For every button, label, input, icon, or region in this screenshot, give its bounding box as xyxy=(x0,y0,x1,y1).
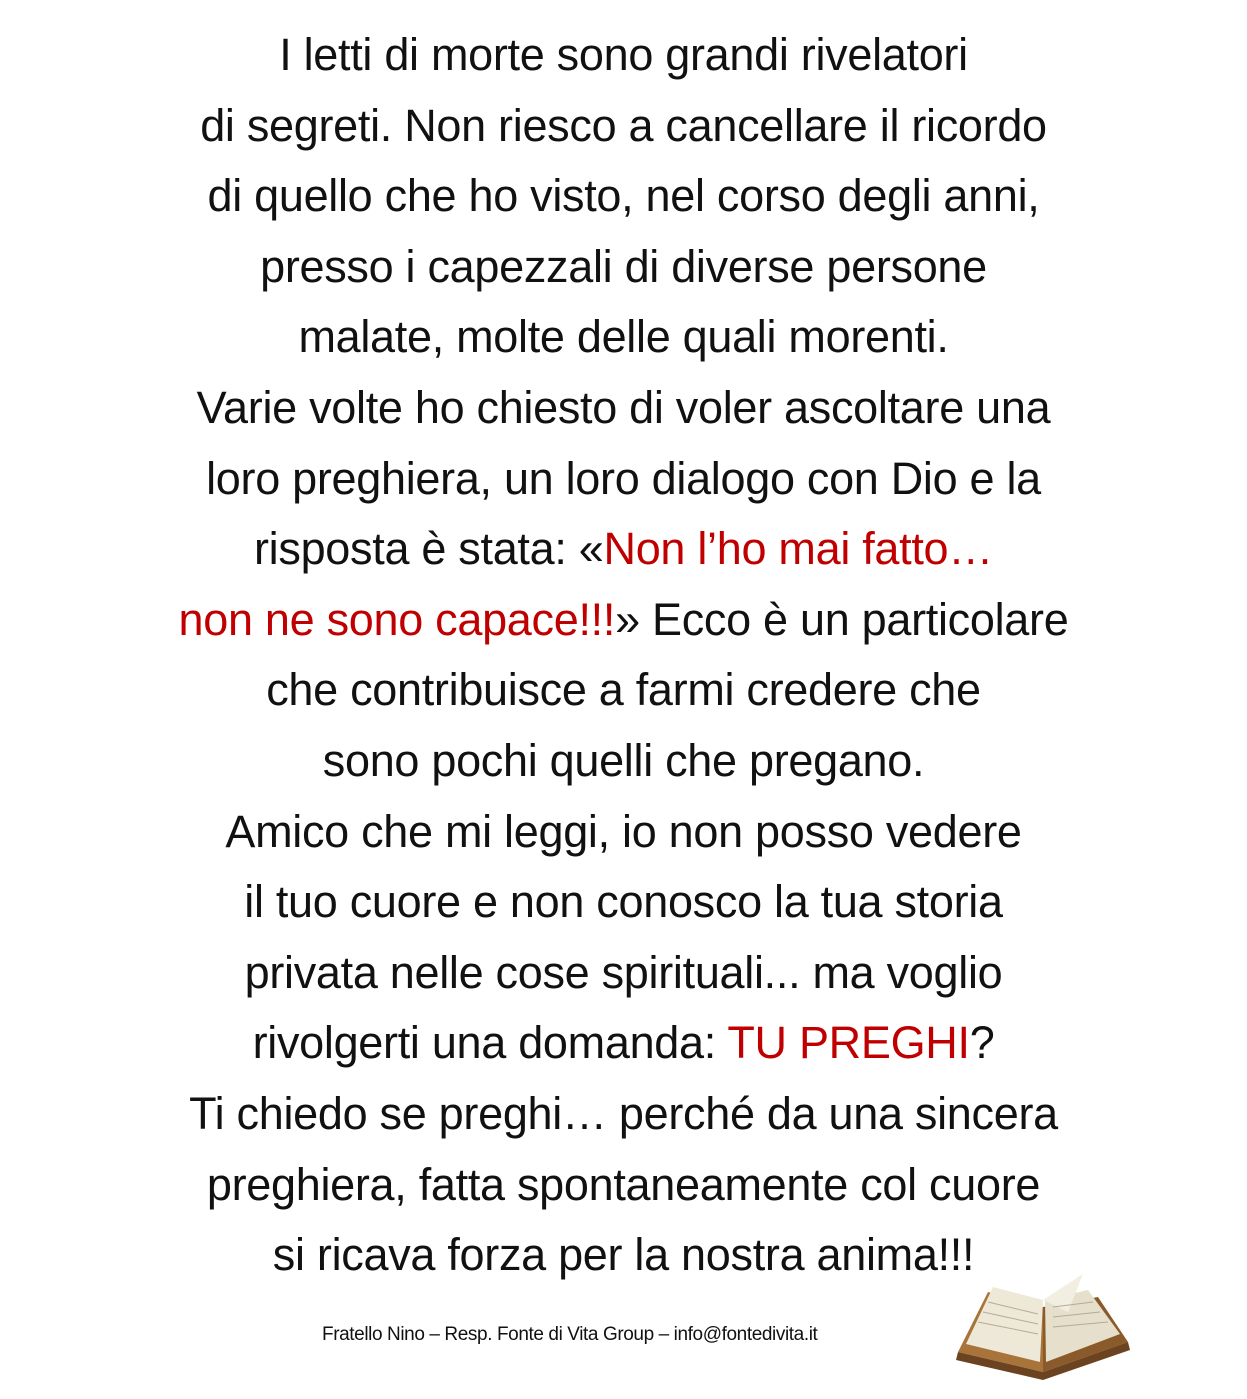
text-line xyxy=(0,797,1247,868)
text-line xyxy=(0,867,1247,938)
text-line xyxy=(0,302,1247,373)
text-line xyxy=(0,726,1247,797)
text-segment: loro preghiera, un loro dialogo con Dio e la xyxy=(206,452,1041,504)
text-line xyxy=(0,91,1247,162)
text-line xyxy=(0,232,1247,303)
body-text xyxy=(0,20,1247,1291)
text-segment: che contribuisce a farmi credere che xyxy=(266,664,981,716)
text-line xyxy=(0,1150,1247,1221)
text-segment: I letti di morte sono grandi rivelatori xyxy=(279,29,968,80)
text-segment: risposta è stata: « xyxy=(254,523,604,575)
text-line xyxy=(0,161,1247,232)
text-segment: si ricava forza per la nostra anima!!! xyxy=(272,1229,975,1281)
text-segment: Ti chiedo se preghi… perché da una sincera xyxy=(189,1087,1058,1139)
text-line xyxy=(0,444,1247,515)
text-segment: preghiera, fatta spontaneamente col cuore xyxy=(206,1158,1041,1210)
text-segment: il tuo cuore e non conosco la tua storia xyxy=(244,876,1003,928)
text-segment: ? xyxy=(969,1017,995,1069)
text-segment: presso i capezzali di diverse persone xyxy=(260,240,987,292)
text-line xyxy=(0,585,1247,656)
text-segment: » Ecco è un particolare xyxy=(615,593,1069,645)
footer-credit: Fratello Nino – Resp. Fonte di Vita Group – info@fontedivita.it xyxy=(322,1324,818,1345)
text-segment: Varie volte ho chiesto di voler ascoltare una xyxy=(196,381,1051,433)
text-line xyxy=(0,20,1247,91)
text-line xyxy=(0,1008,1247,1079)
text-segment: Amico che mi leggi, io non posso vedere xyxy=(225,805,1022,857)
text-line xyxy=(0,514,1247,585)
text-line xyxy=(0,1079,1247,1150)
text-segment: rivolgerti una domanda: xyxy=(252,1017,728,1069)
highlighted-text: Non l’ho mai fatto… xyxy=(603,523,993,575)
text-segment: privata nelle cose spirituali... ma voglio xyxy=(244,946,1003,998)
text-segment: di segreti. Non riesco a cancellare il ricordo xyxy=(200,99,1047,151)
text-line xyxy=(0,938,1247,1009)
open-book-icon xyxy=(948,1272,1138,1382)
text-line xyxy=(0,373,1247,444)
highlighted-text: non ne sono capace!!! xyxy=(178,593,616,645)
text-segment: sono pochi quelli che pregano. xyxy=(322,734,925,786)
text-line xyxy=(0,655,1247,726)
text-segment: malate, molte delle quali morenti. xyxy=(298,311,949,363)
text-segment: di quello che ho visto, nel corso degli anni, xyxy=(207,170,1040,222)
highlighted-text: TU PREGHI xyxy=(727,1017,970,1069)
